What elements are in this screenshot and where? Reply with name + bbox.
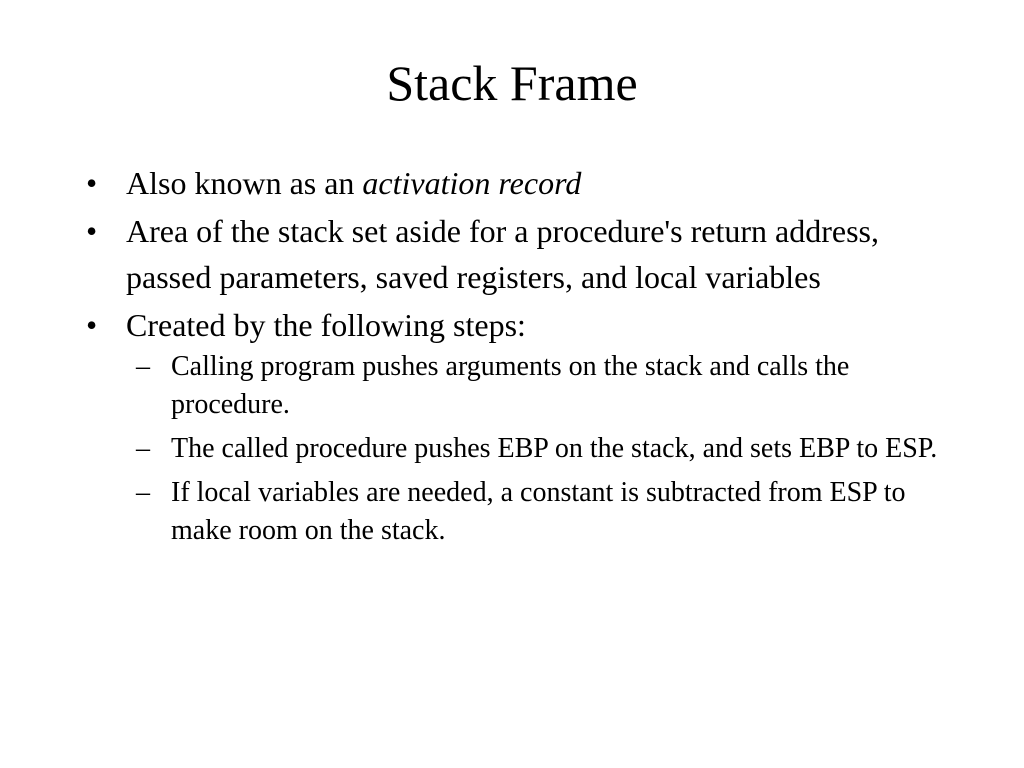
dash-glyph: – [136,477,150,508]
dash-glyph: – [136,433,150,464]
bullet-glyph: • [86,213,98,249]
slide-title: Stack Frame [386,55,638,111]
sub-bullet-item [86,474,946,550]
bullet-glyph: • [86,165,98,201]
bullet-text: Created by the following steps: [126,307,526,343]
bullet-emphasis-text: activation record [362,165,582,201]
sub-bullet-item [86,430,946,468]
sub-bullet-text: If local variables are needed, a constant is subtracted from ESP to make room on the stack. [171,477,906,546]
bullet-text [126,160,946,206]
bullet-item-stack-area [86,208,946,300]
sub-bullet-item [86,348,946,424]
bullet-glyph: • [86,307,98,343]
sub-bullet-text: The called procedure pushes EBP on the stack, and sets EBP to ESP. [171,433,938,464]
sub-bullet-text: Calling program pushes arguments on the stack and calls the procedure. [171,351,850,420]
bullet-plain-text: Also known as an [126,165,363,201]
bullet-text: Area of the stack set aside for a procedure's return address, passed parameters, saved registers, and local variables [126,213,879,295]
bullet-list [86,160,946,556]
sub-bullet-list [126,348,946,550]
dash-glyph: – [136,351,150,382]
bullet-item-activation-record [86,160,946,206]
bullet-item-creation-steps [86,302,946,550]
